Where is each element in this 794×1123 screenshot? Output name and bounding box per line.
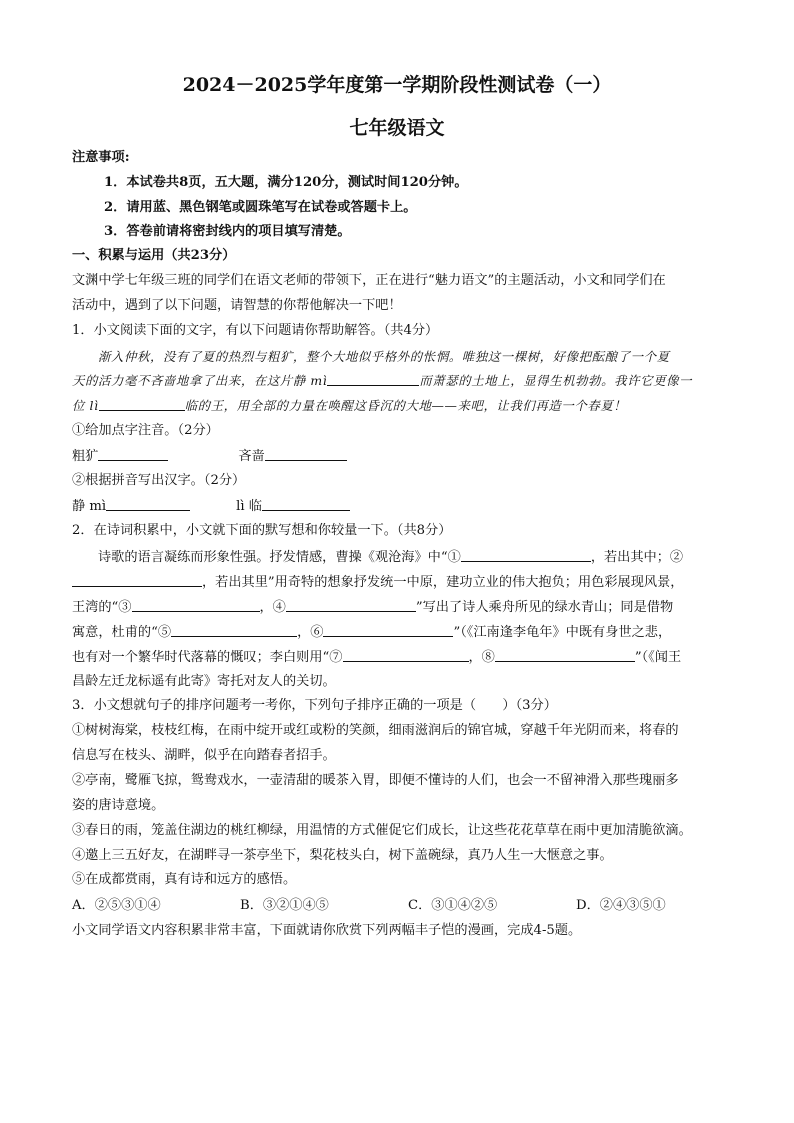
poem-line-3-sep: ，④	[259, 600, 286, 615]
sentence-4: ④邀上三五好友，在湖畔寻一茶亭坐下，梨花枝头白，树下盖碗绿，真乃人生一大惬意之事。	[72, 848, 613, 863]
exam-subtitle: 七年级语文	[349, 117, 445, 139]
poem-line-1-tail: ，若出其中；②	[590, 550, 684, 565]
exam-title: 2024－2025学年度第一学期阶段性测试卷（一）	[182, 74, 612, 96]
answer-blank-3[interactable]	[132, 598, 260, 612]
poem-line-4	[72, 623, 671, 642]
answer-blank-2[interactable]	[72, 573, 202, 587]
poem-line-1-text: 诗歌的语言凝练而形象性强。抒发情感，曹操《观沧海》中“①	[98, 550, 461, 565]
poem-line-6: 昌龄左迁龙标遥有此寄》寄托对友人的关切。	[72, 674, 336, 689]
passage-line-3-end: 临的王，用全部的力量在唤醒这昏沉的大地——来吧，让我们再造一个春夏！	[184, 398, 627, 413]
sentence-2-line-2: 姿的唐诗意境。	[72, 798, 165, 813]
poem-line-2	[72, 573, 684, 592]
character-row	[72, 497, 350, 516]
sentence-1-line-2: 信息写在枝头、湖畔，似乎在向踏春者招手。	[72, 748, 336, 763]
poem-line-5-tail: ”（《闻王	[634, 650, 682, 665]
answer-blank-jingmi[interactable]	[106, 497, 190, 511]
question-3-stem: 3．小文想就句子的排序问题考一考你，下列句子排序正确的一项是（ ）（3分）	[72, 698, 557, 713]
sub-question-1: ①给加点字注音。（2分）	[72, 423, 219, 438]
notice-item-2: 2．请用蓝、黑色钢笔或圆珠笔写在试卷或答题卡上。	[104, 200, 417, 215]
poem-line-4-sep: ，⑥	[297, 625, 324, 640]
sentence-5: ⑤在成都赏雨，真有诗和远方的感悟。	[72, 872, 297, 887]
poem-line-4-tail: ”（《江南逢李龟年》中既有身世之悲，	[453, 625, 672, 640]
word-cuguang: 粗犷	[72, 449, 99, 464]
poem-line-1	[98, 548, 683, 567]
notice-heading: 注意事项:	[72, 150, 130, 165]
word-lilin: lì 临	[236, 499, 262, 514]
answer-blank-cuguang[interactable]	[98, 447, 168, 461]
answer-blank-1[interactable]	[461, 548, 591, 562]
option-a[interactable]: A．②⑤③①④	[72, 898, 161, 913]
answer-blank-6[interactable]	[323, 623, 453, 637]
option-c[interactable]: C．③①④②⑤	[408, 898, 498, 913]
passage-line-3	[72, 397, 626, 415]
poem-line-5-sep: ，⑧	[468, 650, 495, 665]
question-1-stem: 1．小文阅读下面的文字，有以下问题请你帮助解答。（共4分）	[72, 323, 439, 338]
answer-blank-mi[interactable]	[327, 372, 419, 386]
passage-line-3-start: 位 lì	[72, 398, 99, 413]
poem-line-3-tail: ”写出了诗人乘舟所见的绿水青山；同是借物	[415, 600, 674, 615]
section-intro-line-2: 活动中，遇到了以下问题，请智慧的你帮他解决一下吧！	[72, 298, 402, 313]
section-heading: 一、积累与运用（共23分）	[72, 248, 236, 263]
word-jingmi: 静 mì	[72, 499, 107, 514]
word-linse: 吝啬	[238, 449, 265, 464]
question-2-stem: 2．在诗词积累中，小文就下面的默写想和你较量一下。（共8分）	[72, 523, 452, 538]
poem-line-2-text: ，若出其里”用奇特的想象抒发统一中原，建功立业的伟大抱负；用色彩展现风景，	[202, 575, 684, 590]
answer-blank-7[interactable]	[343, 648, 469, 662]
passage-line-1: 渐入仲秋，没有了夏的热烈与粗犷，整个大地似乎格外的怅惘。唯独这一棵树，好像把酝酿了一个夏	[98, 349, 670, 364]
sub-question-2: ②根据拼音写出汉字。（2分）	[72, 473, 246, 488]
passage-line-2-start: 天的活力毫不吝啬地拿了出来，在这片静 mì	[72, 373, 328, 388]
option-d[interactable]: D．②④③⑤①	[576, 898, 666, 913]
poem-line-4-text: 寓意，杜甫的“⑤	[72, 625, 172, 640]
sentence-2-line-1: ②亭南，鹭雁飞掠，鸳鸯戏水，一壶清甜的暖茶入胃，即便不懂诗的人们，也会一不留神滑入那些瑰丽多	[72, 773, 679, 788]
poem-line-5-text: 也有对一个繁华时代落幕的慨叹；李白则用“⑦	[72, 650, 343, 665]
poem-line-5	[72, 648, 681, 667]
poem-line-3-text: 王湾的“③	[72, 600, 132, 615]
answer-blank-5[interactable]	[171, 623, 297, 637]
passage-line-2	[72, 372, 692, 390]
answer-blank-8[interactable]	[495, 648, 635, 662]
answer-blank-li[interactable]	[99, 397, 185, 411]
notice-item-1: 1．本试卷共8页，五大题，满分120分，测试时间120分钟。	[104, 175, 468, 190]
answer-blank-4[interactable]	[286, 598, 416, 612]
answer-blank-lilin[interactable]	[262, 497, 350, 511]
passage-line-2-end: 而萧瑟的土地上，显得生机勃勃。我许它更像一	[419, 373, 693, 388]
sentence-1-line-1: ①树树海棠，枝枝红梅，在雨中绽开或红或粉的笑颜，细雨滋润后的锦官城，穿越千年光阴而来，将春的	[72, 723, 679, 738]
phonetic-row	[72, 447, 347, 466]
closing-instruction: 小文同学语文内容积累非常丰富，下面就请你欣赏下列两幅丰子恺的漫画，完成4-5题。	[72, 923, 582, 938]
notice-item-3: 3．答卷前请将密封线内的项目填写清楚。	[104, 224, 351, 239]
section-intro-line-1: 文渊中学七年级三班的同学们在语文老师的带领下，正在进行“魅力语文”的主题活动，小文和同学们在	[72, 273, 666, 288]
sentence-3: ③春日的雨，笼盖住湖边的桃红柳绿，用温情的方式催促它们成长，让这些花花草草在雨中更加清脆欲滴。	[72, 823, 692, 838]
poem-line-3	[72, 598, 673, 617]
answer-blank-linse[interactable]	[265, 447, 347, 461]
option-b[interactable]: B．③②①④⑤	[240, 898, 329, 913]
